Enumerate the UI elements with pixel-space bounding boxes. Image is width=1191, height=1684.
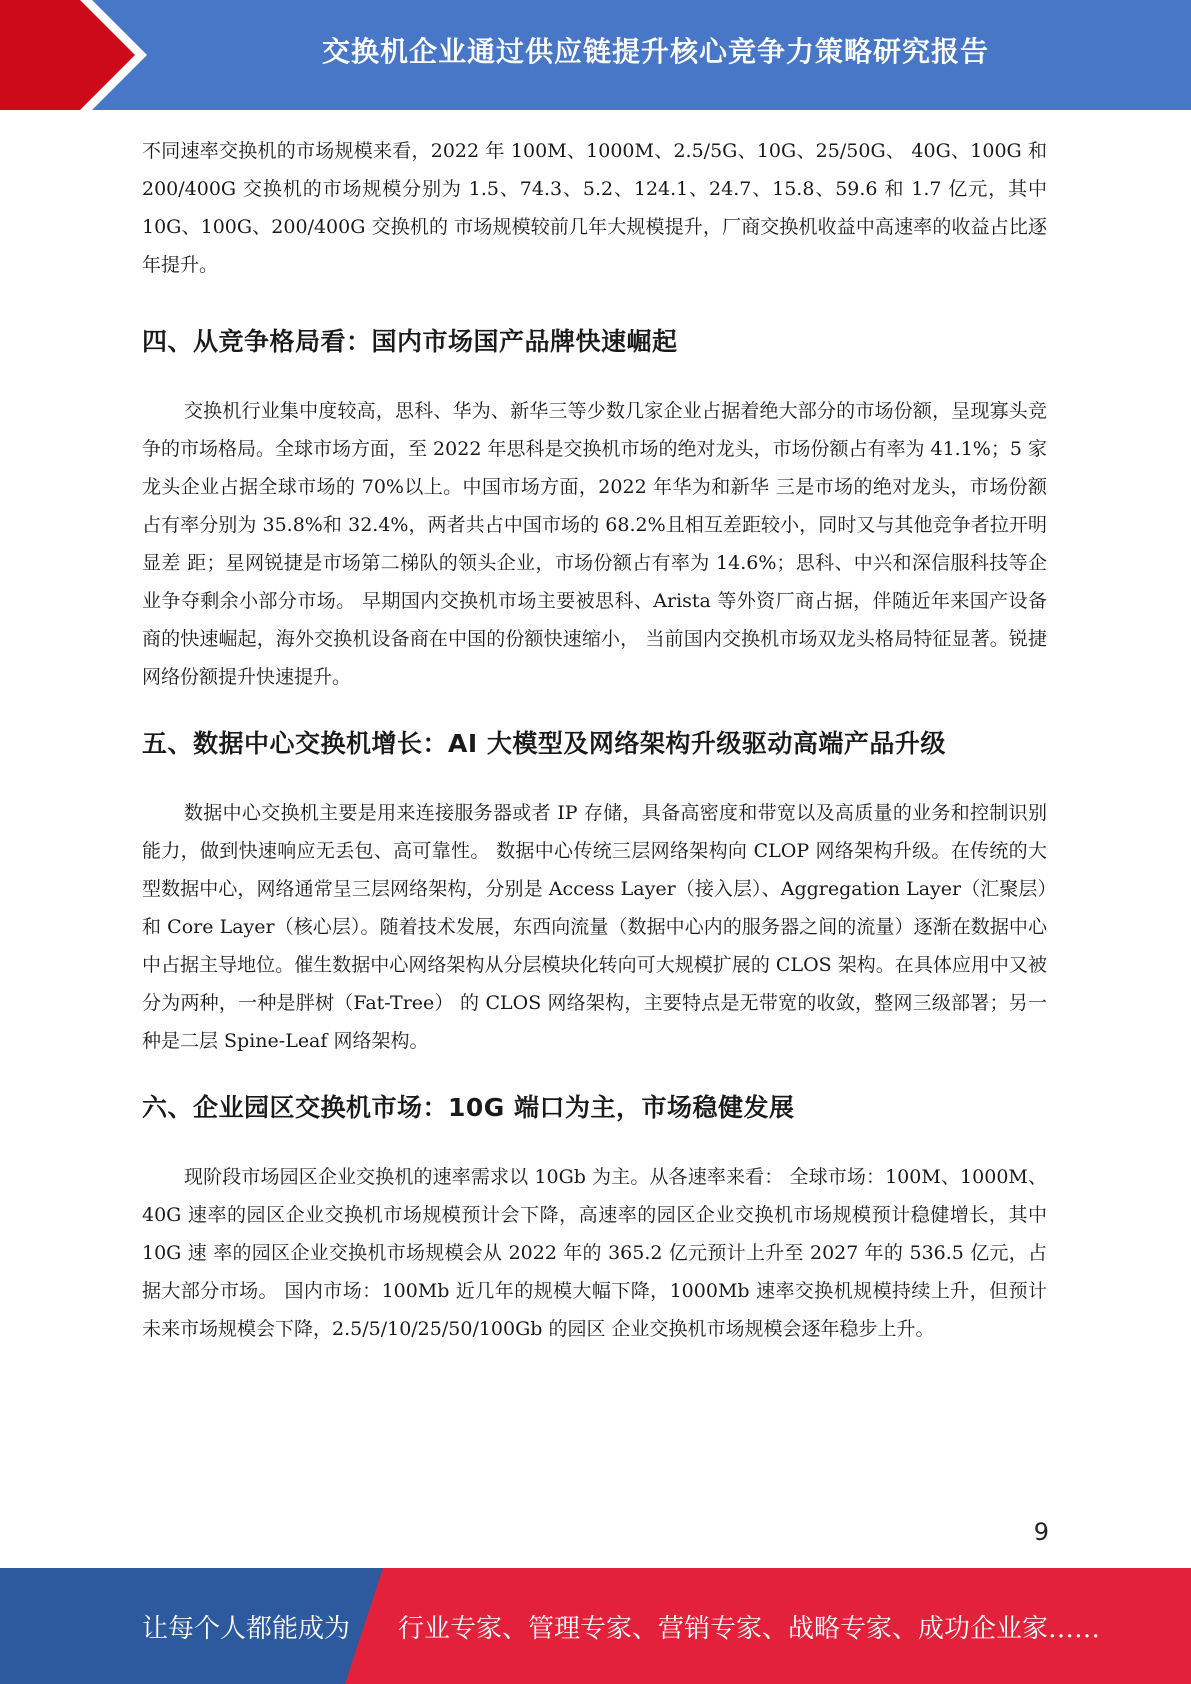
report-title: 交换机企业通过供应链提升核心竞争力策略研究报告: [321, 35, 989, 68]
footer-slogan-right: 行业专家、管理专家、营销专家、战略专家、成功企业家……: [398, 1614, 1101, 1644]
page-header: [0, 0, 1191, 110]
page-footer: [0, 1568, 1191, 1684]
section-heading-competition: 四、从竞争格局看：国内市场国产品牌快速崛起: [142, 327, 678, 356]
section-heading-campus: 六、企业园区交换机市场：10G 端口为主，市场稳健发展: [142, 1093, 795, 1122]
section-heading-datacenter: 五、数据中心交换机增长：AI 大模型及网络架构升级驱动高端产品升级: [142, 729, 946, 758]
page-number: 9: [1033, 1518, 1049, 1546]
header-arrow-graphic: [0, 0, 160, 110]
section-paragraph-datacenter: 数据中心交换机主要是用来连接服务器或者 IP 存储，具备高密度和带宽以及高质量的业务和控制识别能力，做到快速响应无丢包、高可靠性。 数据中心传统三层网络架构向 CLOP 网络架构升级。在传统的大型数据中心，网络通常呈三层网络架构，分别是 Access Layer（接入层）、Aggregation Layer（汇聚层）和 Core Layer（核心层）。随着技术发展，东西向流量（数据中心内的服务器之间的流量）逐渐在数据中心 中占据主导地位。催生数据中心网络架构从分层模块化转向可大规模扩展的 CLOS 架构。在具体应用中又被分为两种，一种是胖树（Fat-Tree） 的 CLOS 网络架构，主要特点是无带宽的收敛，整网三级部署；另一种是二层 Spine-Leaf 网络架构。: [142, 802, 1047, 1052]
section-paragraph-competition: 交换机行业集中度较高，思科、华为、新华三等少数几家企业占据着绝大部分的市场份额，呈现寡头竞争的市场格局。全球市场方面，至 2022 年思科是交换机市场的绝对龙头，市场份额占有率为 41.1%；5 家龙头企业占据全球市场的 70%以上。中国市场方面，2022 年华为和新华 三是市场的绝对龙头，市场份额占有率分别为 35.8%和 32.4%，两者共占中国市场的 68.2%且相互差距较小，同时又与其他竞争者拉开明显差 距；星网锐捷是市场第二梯队的领头企业，市场份额占有率为 14.6%；思科、中兴和深信服科技等企业争夺剩余小部分市场。 早期国内交换机市场主要被思科、Arista 等外资厂商占据，伴随近年来国产设备商的快速崛起，海外交换机设备商在中国的份额快速缩小， 当前国内交换机市场双龙头格局特征显著。锐捷网络份额提升快速提升。: [142, 400, 1047, 688]
page-content: [142, 132, 1047, 1348]
intro-paragraph: 不同速率交换机的市场规模来看，2022 年 100M、1000M、2.5/5G、10G、25/50G、 40G、100G 和 200/400G 交换机的市场规模分别为 1.5、74.3、5.2、124.1、24.7、15.8、59.6 和 1.7 亿元，其中 10G、100G、200/400G 交换机的 市场规模较前几年大规模提升，厂商交换机收益中高速率的收益占比逐年提升。: [142, 140, 1047, 276]
section-paragraph-campus: 现阶段市场园区企业交换机的速率需求以 10Gb 为主。从各速率来看： 全球市场：100M、1000M、40G 速率的园区企业交换机市场规模预计会下降，高速率的园区企业交换机市场规模预计稳健增长，其中 10G 速 率的园区企业交换机市场规模会从 2022 年的 365.2 亿元预计上升至 2027 年的 536.5 亿元，占据大部分市场。 国内市场：100Mb 近几年的规模大幅下降，1000Mb 速率交换机规模持续上升，但预计未来市场规模会下降，2.5/5/10/25/50/100Gb 的园区 企业交换机市场规模会逐年稳步上升。: [142, 1166, 1047, 1340]
footer-slogan-left: 让每个人都能成为: [142, 1614, 351, 1644]
